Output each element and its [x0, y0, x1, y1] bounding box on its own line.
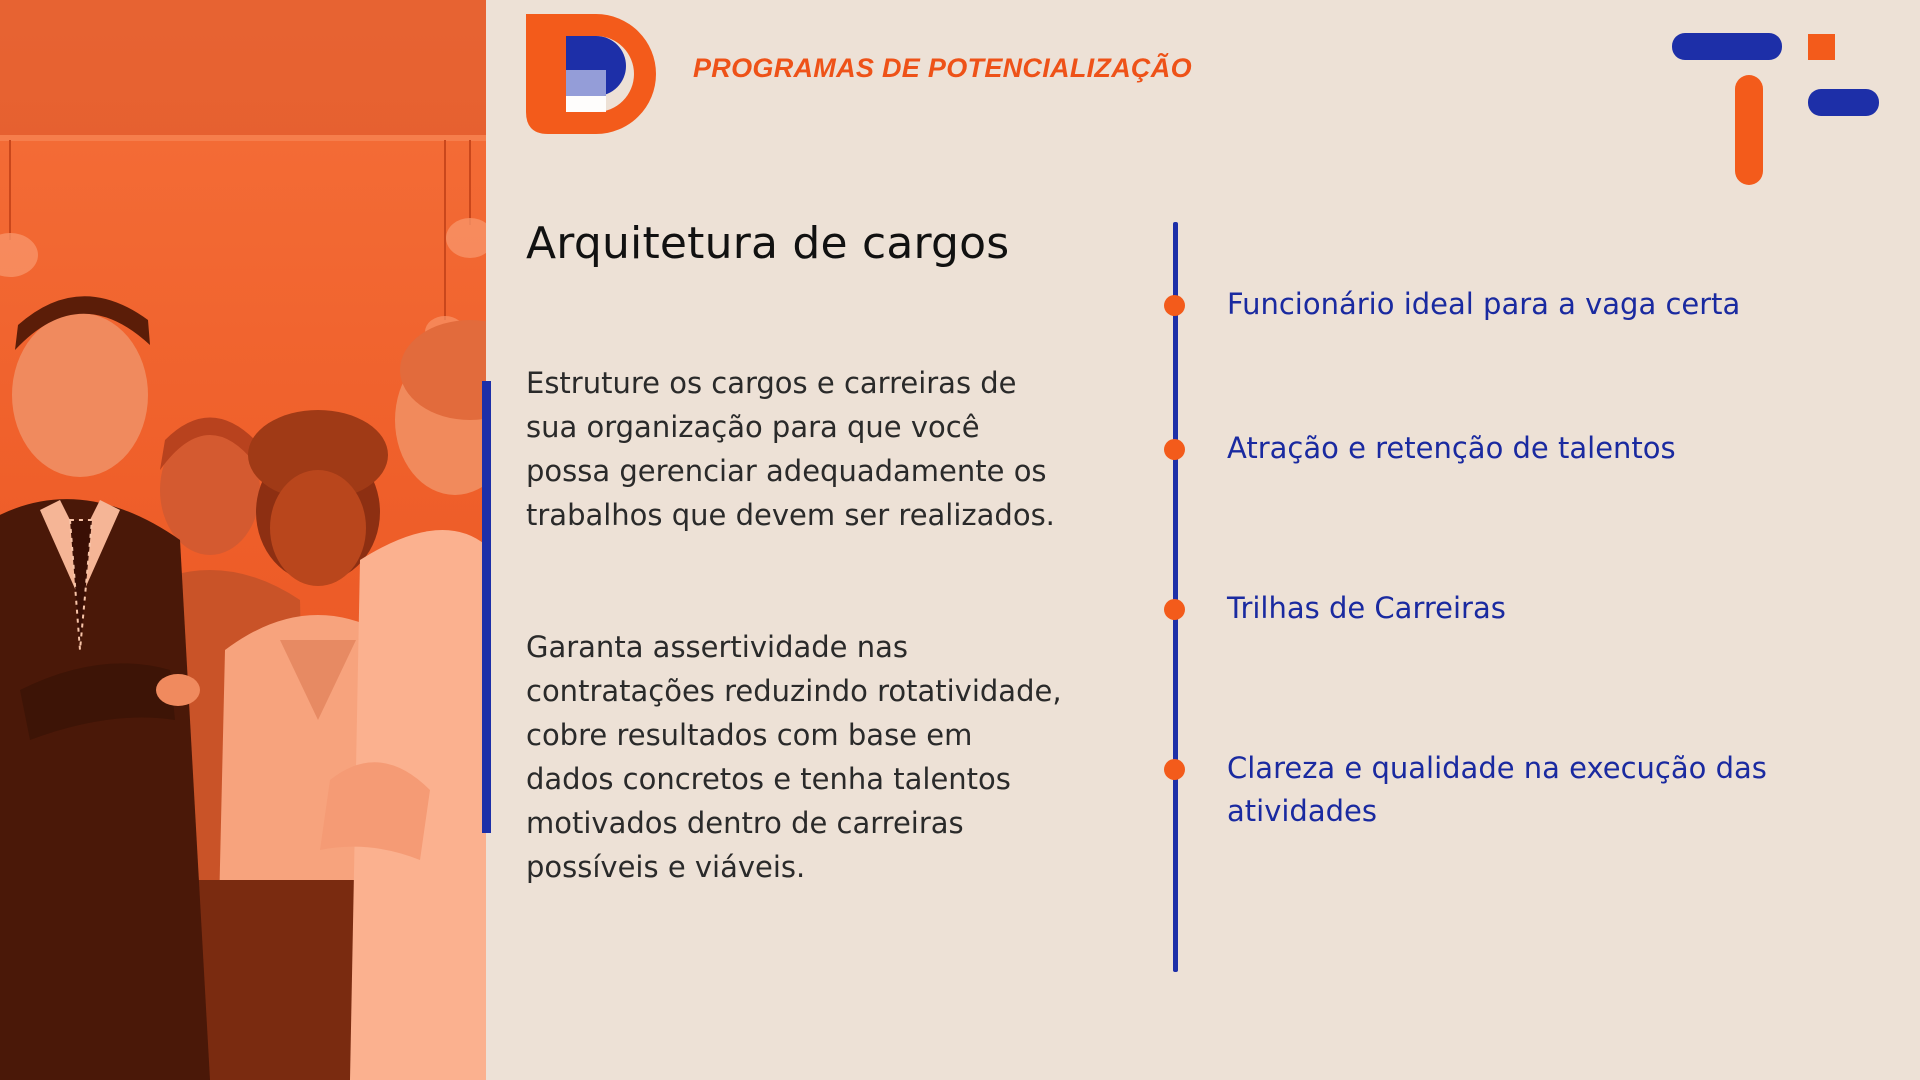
timeline-item-label: Clareza e qualidade na execução das atividades	[1227, 751, 1767, 828]
timeline-dot-icon	[1164, 599, 1185, 620]
timeline-dot-icon	[1164, 295, 1185, 316]
description-paragraph-2: Garanta assertividade nas contratações reduzindo rotatividade, cobre resultados com base em dados concretos e tenha talentos motivados dentro de carreiras possíveis e viáveis.	[526, 630, 1062, 884]
timeline-item-label: Funcionário ideal para a vaga certa	[1227, 287, 1741, 321]
panel-accent-bar	[482, 381, 491, 833]
description-paragraph-1: Estruture os cargos e carreiras de sua organização para que você possa gerenciar adequadamente os trabalhos que devem ser realizados.	[526, 366, 1055, 532]
timeline-item-label: Trilhas de Carreiras	[1227, 591, 1506, 625]
timeline-dot-icon	[1164, 439, 1185, 460]
timeline-line	[1173, 222, 1178, 972]
t-logo-icon	[1672, 30, 1880, 186]
d-logo-icon	[526, 14, 668, 134]
timeline-item-label: Atração e retenção de talentos	[1227, 431, 1676, 465]
team-photo	[0, 0, 486, 1080]
header-title: PROGRAMAS DE POTENCIALIZAÇÃO	[693, 53, 1192, 83]
section-title: Arquitetura de cargos	[526, 218, 1010, 269]
timeline-dot-icon	[1164, 759, 1185, 780]
